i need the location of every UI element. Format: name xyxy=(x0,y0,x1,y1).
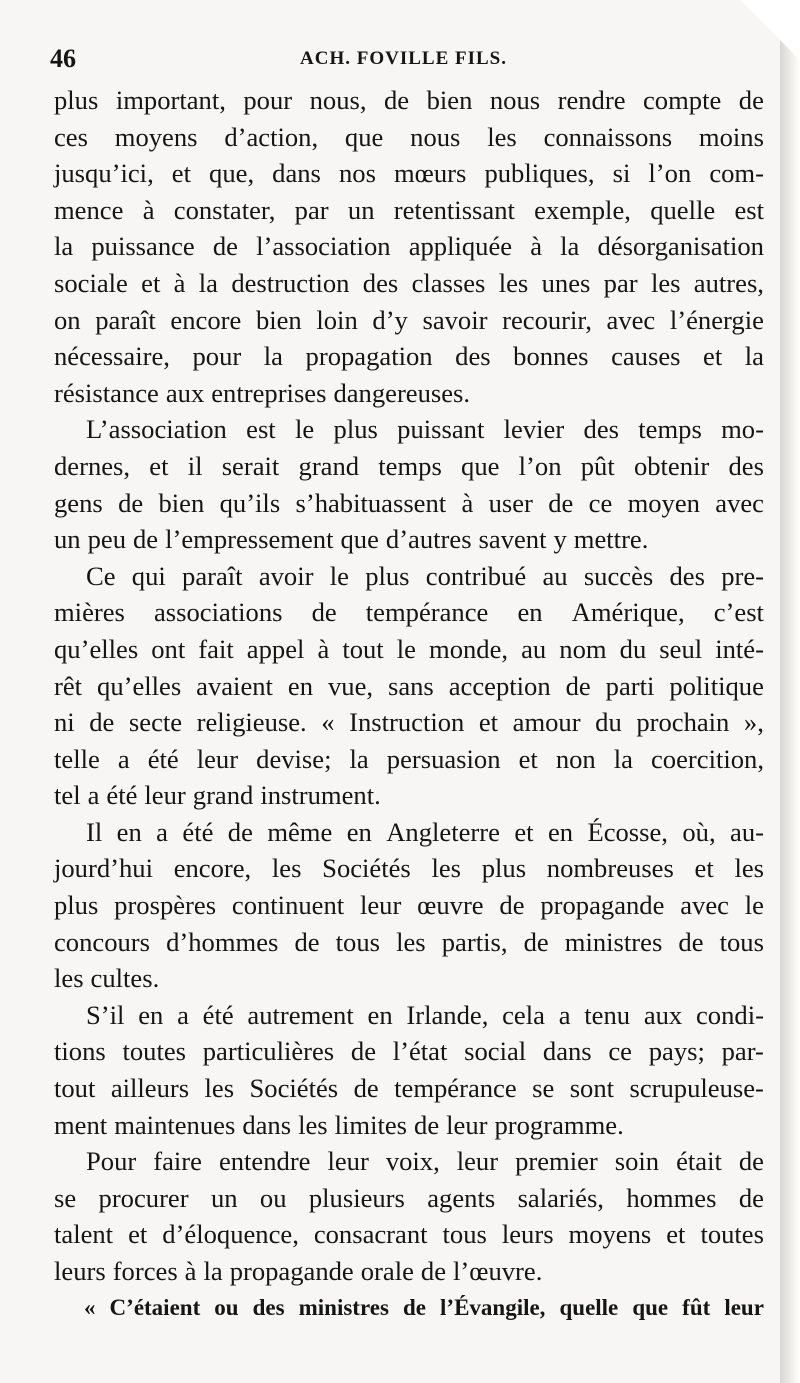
running-head: ACH. FOVILLE FILS. xyxy=(300,48,507,69)
text-line: se procurer un ou plusieurs agents salariés, hommes de xyxy=(54,1182,764,1213)
text-line: ni de secte religieuse. « Instruction et amour du prochain », xyxy=(54,707,764,738)
text-line: tout ailleurs les Sociétés de tempérance se sont scrupuleuse- xyxy=(54,1073,764,1104)
text-line: plus important, pour nous, de bien nous rendre compte de xyxy=(54,85,764,115)
page-header xyxy=(50,44,760,74)
body-text xyxy=(54,82,764,1326)
text-line: les cultes. xyxy=(54,963,160,994)
text-line: résistance aux entreprises dangereuses. xyxy=(54,377,471,408)
text-line: telle a été leur devise; la persuasion et non la coercition, xyxy=(54,743,764,774)
text-line: gens de bien qu’ils s’habituassent à user de ce moyen avec xyxy=(54,487,764,518)
text-line: ces moyens d’action, que nous les connaissons moins xyxy=(54,121,764,152)
text-line: jourd’hui encore, les Sociétés les plus nombreuses et les xyxy=(54,853,764,884)
torn-corner xyxy=(740,0,800,60)
text-line: L’association est le plus puissant levier des temps mo- xyxy=(86,414,764,445)
text-line: talent et d’éloquence, consacrant tous leurs moyens et toutes xyxy=(54,1219,764,1250)
text-line: mières associations de tempérance en Amérique, c’est xyxy=(54,597,764,628)
text-line: qu’elles ont fait appel à tout le monde, au nom du seul inté- xyxy=(54,633,764,664)
text-line: rêt qu’elles avaient en vue, sans acception de parti politique xyxy=(54,670,764,701)
text-line: mence à constater, par un retentissant exemple, quelle est xyxy=(54,194,764,225)
text-line: concours d’hommes de tous les partis, de ministres de tous xyxy=(54,926,764,957)
text-line: plus prospères continuent leur œuvre de propagande avec le xyxy=(54,890,764,921)
page-number: 46 xyxy=(50,44,76,73)
text-line: ment maintenues dans les limites de leur programme. xyxy=(54,1109,624,1140)
text-line: « C’étaient ou des ministres de l’Évangile, quelle que fût leur xyxy=(84,1294,764,1320)
text-line: sociale et à la destruction des classes les unes par les autres, xyxy=(54,267,764,298)
text-line: S’il en a été autrement en Irlande, cela a tenu aux condi- xyxy=(86,999,764,1030)
text-line: tel a été leur grand instrument. xyxy=(54,780,381,811)
text-line: la puissance de l’association appliquée à la désorganisation xyxy=(54,231,764,262)
text-line: Il en a été de même en Angleterre et en Écosse, où, au- xyxy=(86,816,764,847)
text-line: tions toutes particulières de l’état social dans ce pays; par- xyxy=(54,1036,764,1067)
text-line: Ce qui paraît avoir le plus contribué au succès des pre- xyxy=(86,560,764,591)
text-line: nécessaire, pour la propagation des bonnes causes et la xyxy=(54,341,764,372)
page-edge xyxy=(780,0,800,1383)
text-line: jusqu’ici, et que, dans nos mœurs publiques, si l’on com- xyxy=(54,158,764,189)
text-line: dernes, et il serait grand temps que l’on pût obtenir des xyxy=(54,450,764,481)
text-line: un peu de l’empressement que d’autres savent y mettre. xyxy=(54,524,649,555)
text-line: Pour faire entendre leur voix, leur premier soin était de xyxy=(86,1146,764,1177)
text-line: leurs forces à la propagande orale de l’œuvre. xyxy=(54,1256,543,1286)
text-line: on paraît encore bien loin d’y savoir recourir, avec l’énergie xyxy=(54,304,764,335)
